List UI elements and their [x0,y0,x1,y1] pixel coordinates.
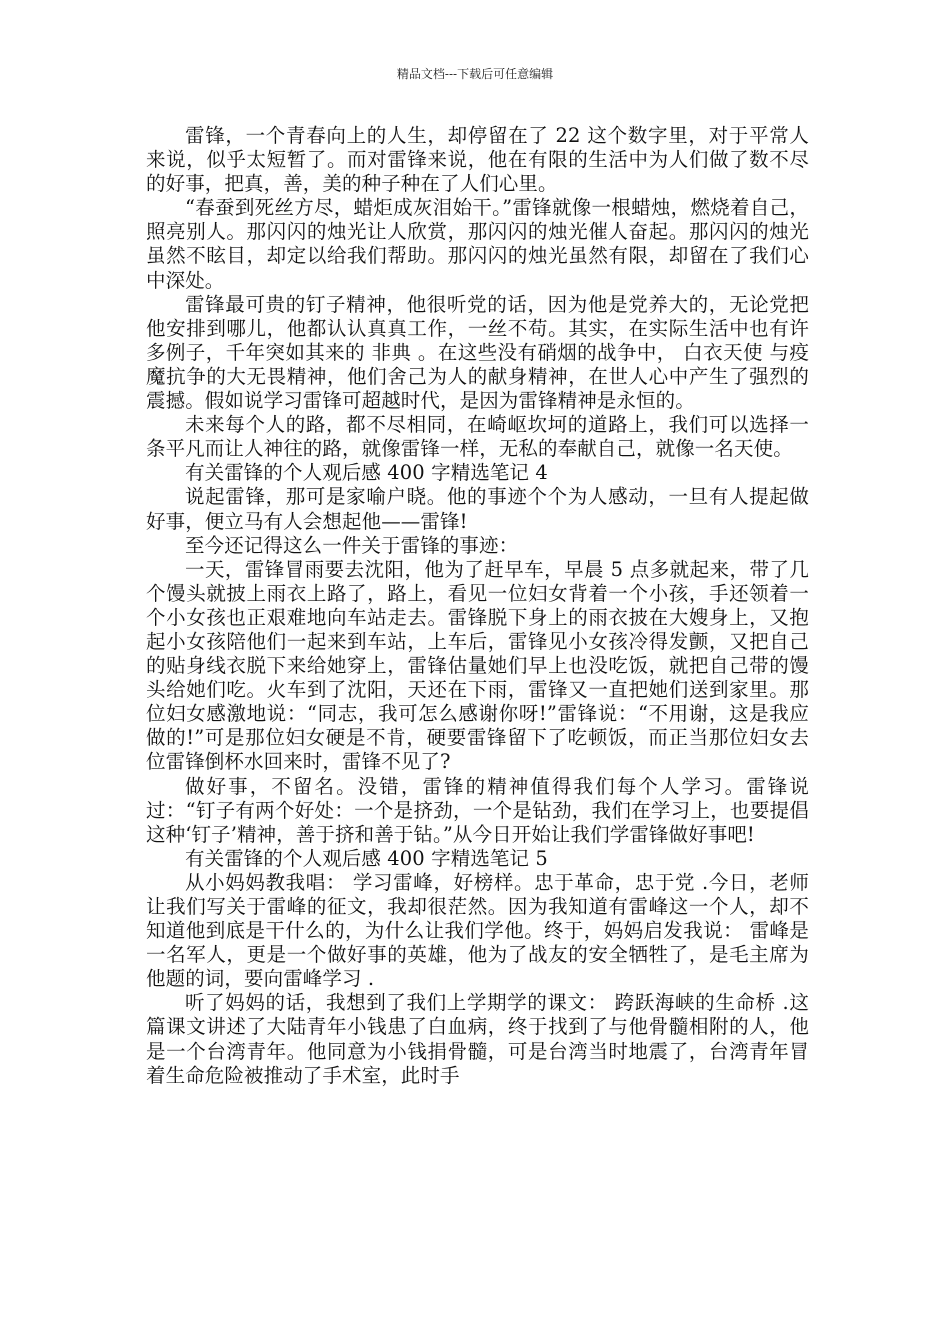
document-body [146,124,809,1088]
paragraph: 从小妈妈教我唱： 学习雷峰，好榜样。忠于革命，忠于党 .今日，老师让我们写关于雷峰的征文，我却很茫然。因为我知道有雷峰这一个人，却不知道他到底是干什么的，为什么让我们学他。终于，妈妈启发我说： 雷峰是一名军人，更是一个做好事的英雄，他为了战友的安全牺牲了，是毛主席为他题的词，要向雷峰学习 . [146,870,809,991]
paragraph: 做好事，不留名。没错，雷锋的精神值得我们每个人学习。雷锋说过：“钉子有两个好处：一个是挤劲，一个是钻劲，我们在学习上，也要提倡这种‘钉子’精神，善于挤和善于钻。”从今日开始让我们学雷锋做好事吧! [146,774,809,846]
paragraph: 说起雷锋，那可是家喻户晓。他的事迹个个为人感动，一旦有人提起做好事，便立马有人会想起他——雷锋! [146,485,809,533]
page-header: 精品文档---下载后可任意编辑 [396,67,554,81]
paragraph: 听了妈妈的话，我想到了我们上学期学的课文： 跨跃海峡的生命桥 .这篇课文讲述了大陆青年小钱患了白血病，终于找到了与他骨髓相附的人，他是一个台湾青年。他同意为小钱捐骨髓，可是台湾当时地震了，台湾青年冒着生命危险被推动了手术室，此时手 [146,991,809,1087]
section-heading: 有关雷锋的个人观后感 400 字精选笔记 4 [185,461,548,485]
section-heading: 有关雷锋的个人观后感 400 字精选笔记 5 [185,846,548,870]
paragraph: 雷锋，一个青春向上的人生，却停留在了 22 这个数字里，对于平常人来说，似乎太短暂了。而对雷锋来说，他在有限的生活中为人们做了数不尽的好事，把真，善，美的种子种在了人们心里。 [146,124,809,196]
paragraph: 未来每个人的路，都不尽相同，在崎岖坎坷的道路上，我们可以选择一条平凡而让人神往的路，就像雷锋一样，无私的奉献自己，就像一名天使。 [146,413,809,461]
paragraph: 至今还记得这么一件关于雷锋的事迹： [185,533,519,557]
paragraph: “春蚕到死丝方尽，蜡炬成灰泪始干。”雷锋就像一根蜡烛，燃烧着自己，照亮别人。那闪闪的烛光让人欣赏，那闪闪的烛光催人奋起。那闪闪的烛光虽然不眩目，却定以给我们帮助。那闪闪的烛光虽然有限，却留在了我们心中深处。 [146,196,809,292]
paragraph: 雷锋最可贵的钉子精神，他很听党的话，因为他是党养大的，无论党把他安排到哪儿，他都认认真真工作，一丝不苟。其实，在实际生活中也有许多例子，千年突如其来的 非典 。在这些没有硝烟的战争中， 白衣天使 与疫魔抗争的大无畏精神，他们舍己为人的献身精神，在世人心中产生了强烈的震撼。假如说学习雷锋可超越时代，是因为雷锋精神是永恒的。 [146,292,809,413]
paragraph: 一天，雷锋冒雨要去沈阳，他为了赶早车，早晨 5 点多就起来，带了几个馒头就披上雨衣上路了，路上，看见一位妇女背着一个小孩，手还领着一个小女孩也正艰难地向车站走去。雷锋脱下身上的雨衣披在大嫂身上，又抱起小女孩陪他们一起来到车站，上车后，雷锋见小女孩冷得发颤，又把自己的贴身线衣脱下来给她穿上，雷锋估量她们早上也没吃饭，就把自己带的馒头给她们吃。火车到了沈阳，天还在下雨，雷锋又一直把她们送到家里。那位妇女感激地说：“同志，我可怎么感谢你呀!”雷锋说：“不用谢，这是我应做的!”可是那位妇女硬是不肯，硬要雷锋留下了吃顿饭，而正当那位妇女去位雷锋倒杯水回来时，雷锋不见了? [146,557,809,774]
